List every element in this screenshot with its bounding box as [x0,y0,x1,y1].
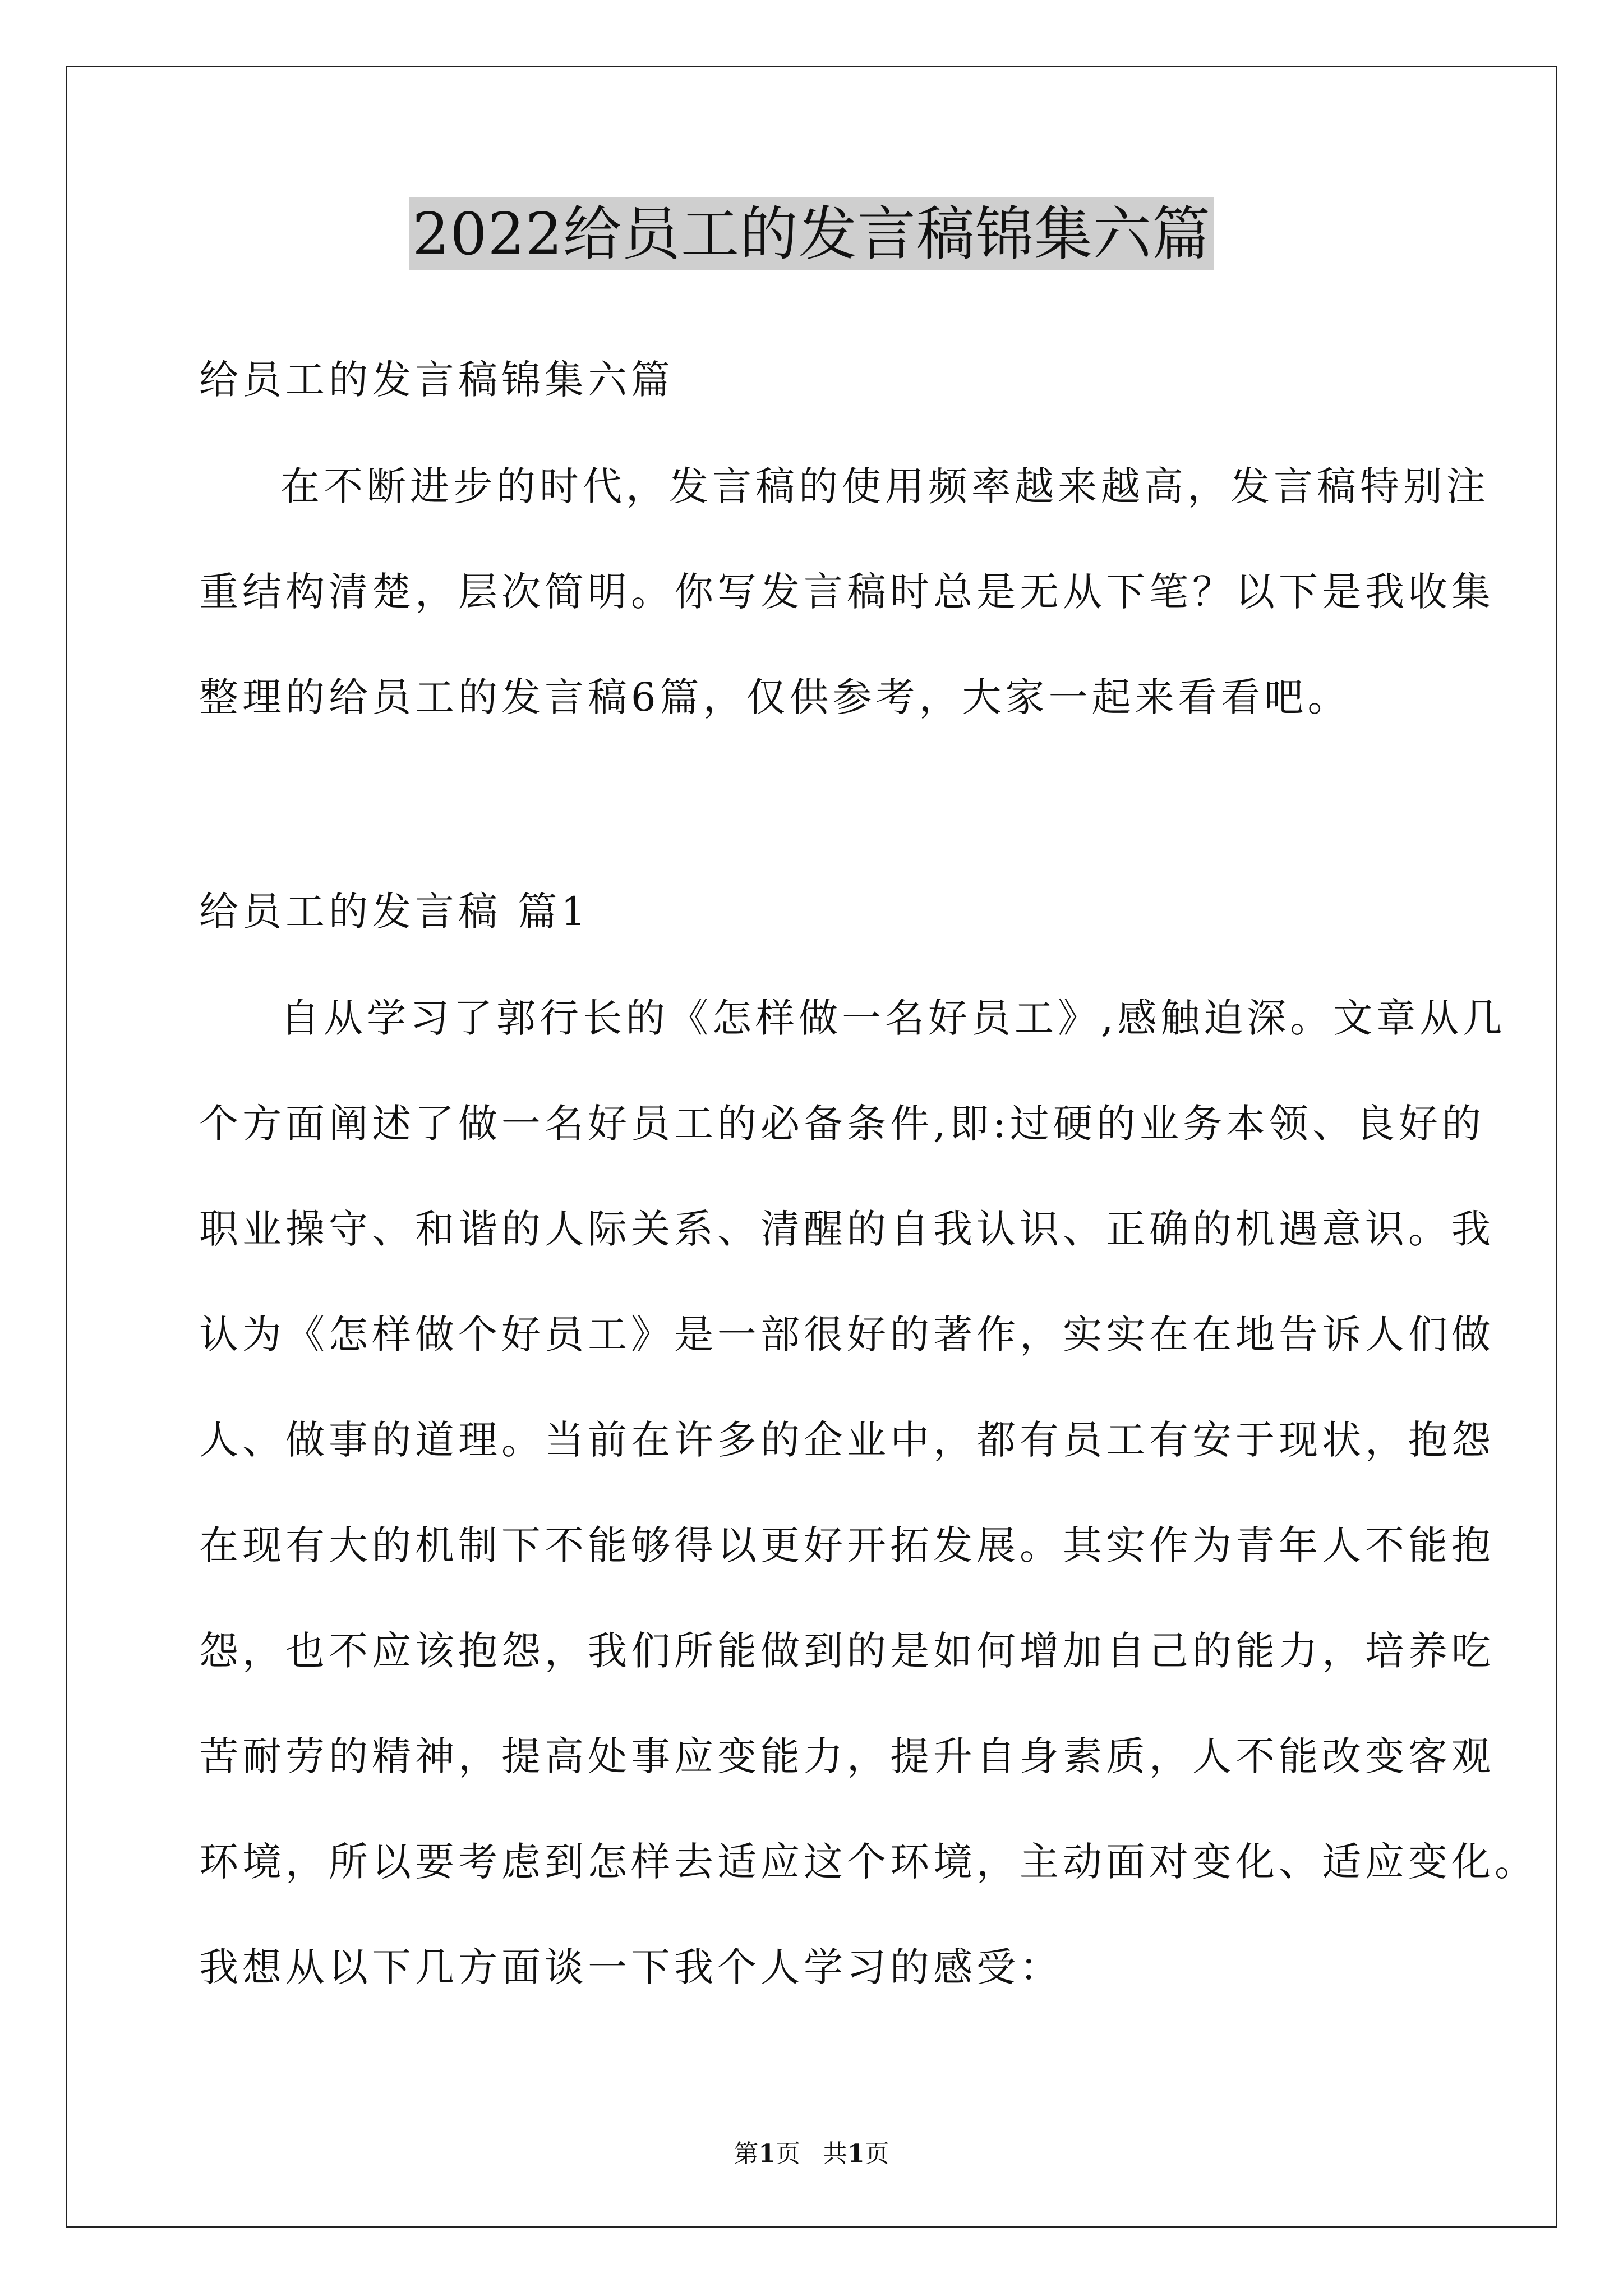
body-line: 认为《怎样做个好员工》是一部很好的著作，实实在在地告诉人们做 [199,1312,1495,1358]
body-line: 怨，也不应该抱怨，我们所能做到的是如何增加自己的能力，培养吃 [199,1628,1495,1674]
body-line: 个方面阐述了做一名好员工的必备条件,即:过硬的业务本领、良好的 [199,1101,1485,1147]
body-line: 自从学习了郭行长的《怎样做一名好员工》,感触迫深。文章从几 [280,995,1506,1041]
footer-total-number: 1 [847,2139,865,2168]
page-footer [0,2138,1623,2170]
footer-page-suffix: 页 [776,2139,800,2168]
body-line: 职业操守、和谐的人际关系、清醒的自我认识、正确的机遇意识。我 [199,1206,1495,1252]
intro-line: 整理的给员工的发言稿6篇，仅供参考，大家一起来看看吧。 [199,674,1351,720]
document-subtitle: 给员工的发言稿锦集六篇 [199,357,674,403]
intro-line: 在不断进步的时代，发言稿的使用频率越来越高，发言稿特别注 [280,463,1490,509]
footer-total-suffix: 页 [864,2139,889,2168]
title-block [0,197,1623,270]
intro-line: 重结构清楚，层次简明。你写发言稿时总是无从下笔？以下是我收集 [199,569,1495,615]
body-line: 我想从以下几方面谈一下我个人学习的感受： [199,1944,1063,1990]
footer-page-prefix: 第 [734,2139,759,2168]
footer-total-prefix: 共 [823,2139,847,2168]
footer-page-number: 1 [758,2139,776,2168]
section-heading: 给员工的发言稿 篇1 [199,889,590,935]
document-title: 2022给员工的发言稿锦集六篇 [409,197,1214,270]
body-line: 苦耐劳的精神，提高处事应变能力，提升自身素质，人不能改变客观 [199,1733,1495,1779]
body-line: 人、做事的道理。当前在许多的企业中，都有员工有安于现状，抱怨 [199,1417,1495,1463]
body-line: 在现有大的机制下不能够得以更好开拓发展。其实作为青年人不能抱 [199,1522,1495,1568]
body-line: 环境，所以要考虑到怎样去适应这个环境，主动面对变化、适应变化。 [199,1839,1538,1885]
